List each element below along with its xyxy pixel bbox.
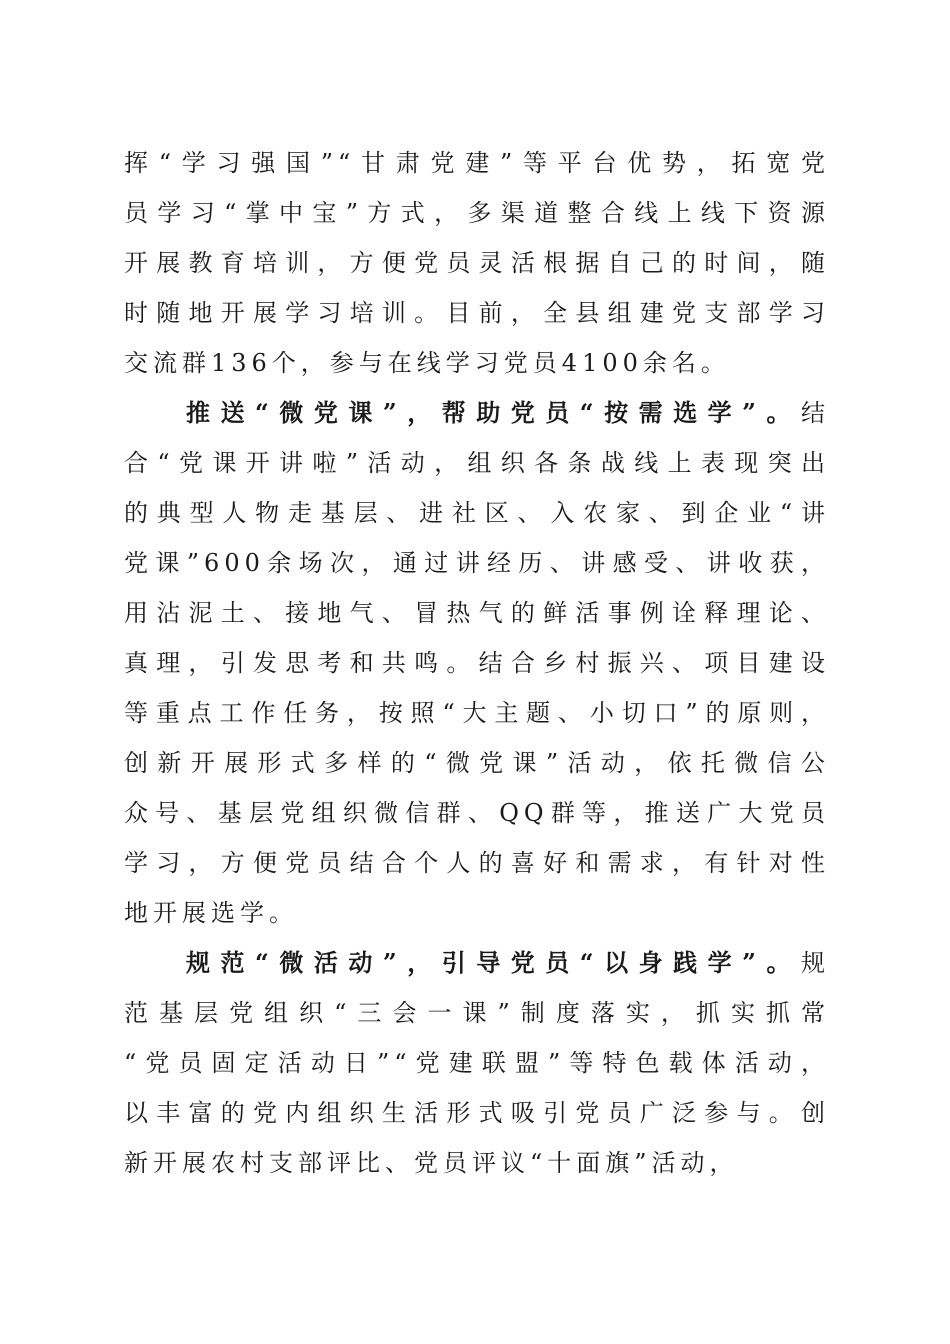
paragraph-2-line-11: 地开展选学。	[124, 899, 298, 927]
paragraph-2-line-7: 等重点工作任务，按照“大主题、小切口”的原则，	[124, 699, 830, 727]
paragraph-3-line-2: 范基层党组织“三会一课”制度落实，抓实抓常	[124, 999, 830, 1027]
paragraph-1-line-5: 交流群136个，参与在线学习党员4100余名。	[124, 349, 730, 377]
paragraph-1-line-4: 时随地开展学习培训。目前，全县组建党支部学习	[124, 299, 830, 327]
paragraph-2-line-10: 学习，方便党员结合个人的喜好和需求，有针对性	[124, 849, 830, 877]
paragraph-3-line-5: 新开展农村支部评比、党员评议“十面旗”活动，	[124, 1149, 739, 1177]
paragraph-3-line-1	[186, 943, 830, 983]
paragraph-2-line-2: 合“党课开讲啦”活动，组织各条战线上表现突出	[124, 449, 830, 477]
paragraph-2-line-3: 的典型人物走基层、进社区、入农家、到企业“讲	[124, 499, 830, 527]
paragraph-2-heading: 推送“微党课”，帮助党员“按需选学”。	[186, 398, 801, 427]
paragraph-2-line-8: 创新开展形式多样的“微党课”活动，依托微信公	[124, 749, 830, 777]
paragraph-2-line-5: 用沾泥土、接地气、冒热气的鲜活事例诠释理论、	[124, 599, 830, 627]
paragraph-3-line-3: “党员固定活动日”“党建联盟”等特色载体活动，	[124, 1049, 830, 1077]
paragraph-1-line-2: 员学习“掌中宝”方式，多渠道整合线上线下资源	[124, 199, 830, 227]
paragraph-3-heading: 规范“微活动”，引导党员“以身践学”。	[186, 948, 801, 977]
paragraph-2-line-6: 真理，引发思考和共鸣。结合乡村振兴、项目建设	[124, 649, 830, 677]
paragraph-3-first-line-rest: 规	[801, 949, 830, 977]
paragraph-2-line-9: 众号、基层党组织微信群、QQ群等，推送广大党员	[124, 799, 830, 827]
paragraph-2-first-line-rest: 结	[801, 399, 830, 427]
paragraph-2-line-1	[186, 393, 830, 433]
paragraph-2-line-4: 党课”600余场次，通过讲经历、讲感受、讲收获，	[124, 549, 830, 577]
paragraph-3-line-4: 以丰富的党内组织生活形式吸引党员广泛参与。创	[124, 1099, 830, 1127]
paragraph-1-line-3: 开展教育培训，方便党员灵活根据自己的时间，随	[124, 249, 830, 277]
paragraph-1-line-1: 挥“学习强国”“甘肃党建”等平台优势，拓宽党	[124, 149, 830, 177]
